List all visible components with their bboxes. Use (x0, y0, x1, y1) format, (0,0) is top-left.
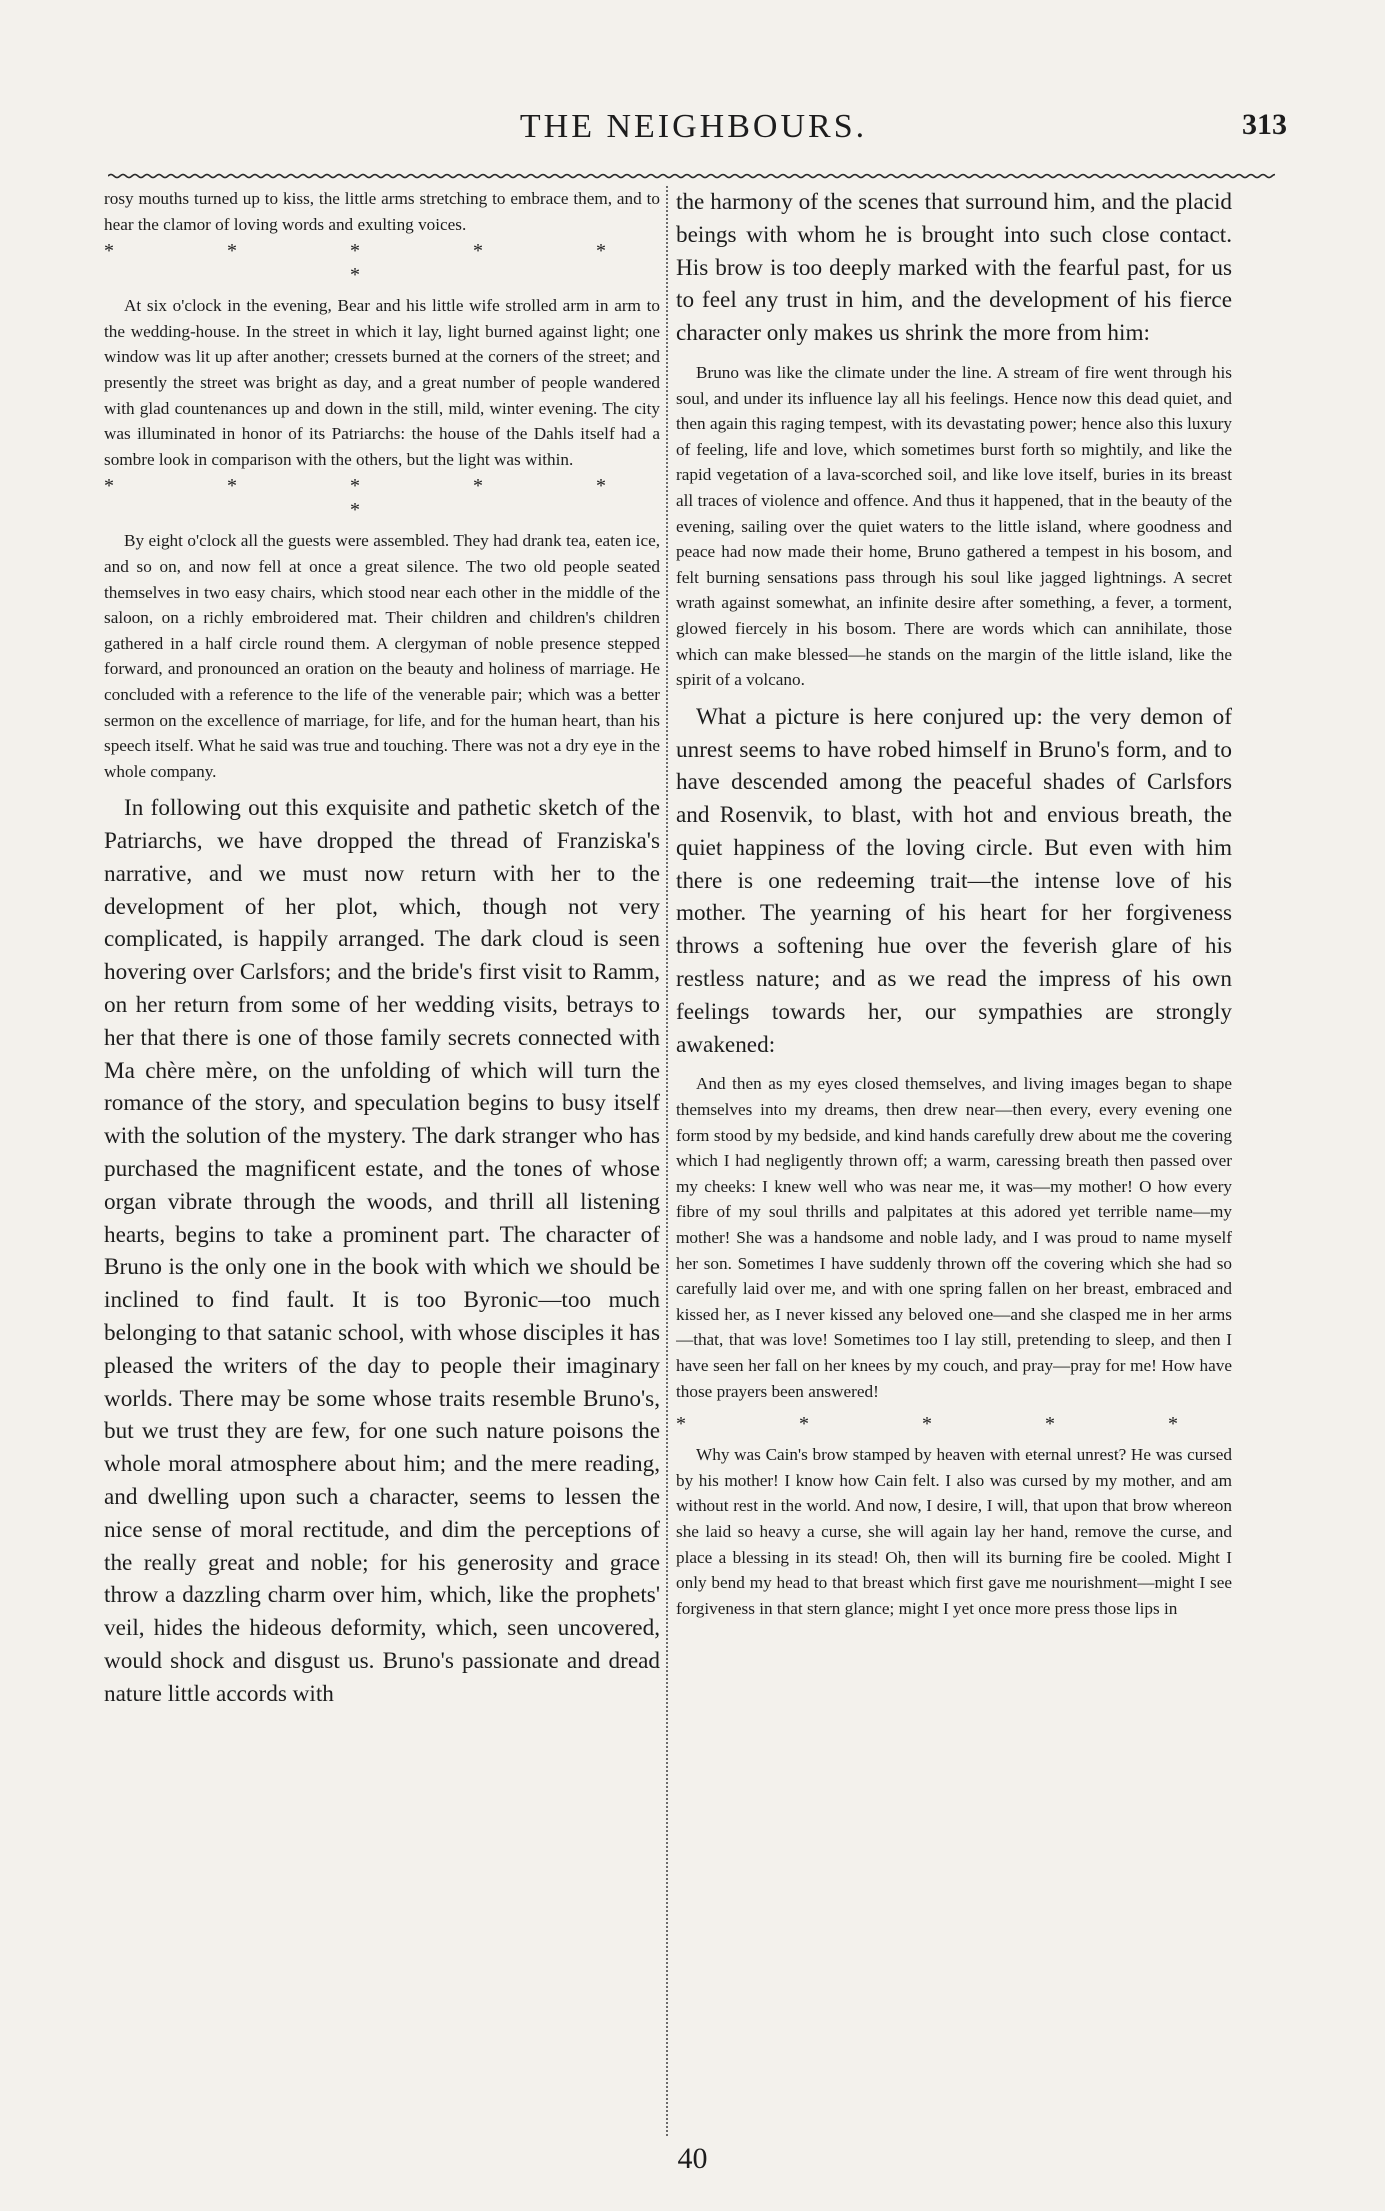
wavy-rule (108, 172, 1275, 180)
quote-text: By eight o'clock all the guests were assembled. They had drank tea, eaten ice, and so on, and now fell at once a great silence. The two old people seated themselves in two easy chairs, which stood near each other in the middle of the saloon, on a richly embroidered mat. Their children and children's children gathered in a half circle round them. A clergyman of noble presence stepped forward, and pronounced an oration on the beauty and holiness of marriage. He concluded with a reference to the life of the venerable pair; which was a better sermon on the excellence of marriage, for life, and for the human heart, than his speech itself. What he said was true and touching. There was not a dry eye in the whole company. (104, 531, 660, 781)
folio-signature: 40 (677, 2142, 708, 2175)
body-paragraph: What a picture is here conjured up: the very demon of unrest seems to have robed himself in Bruno's form, and to have descended among the peaceful shades of Carlsfors and Rosenvik, to blast, with hot and envious breath, the quiet happiness of the loving circle. But even with him there is one redeeming trait—the intense love of his mother. The yearning of his heart for her forgiveness throws a softening hue over the feverish glare of his restless nature; and as we read the impress of his own feelings towards her, our sympathies are strongly awakened: (676, 703, 1232, 1058)
running-title: THE NEIGHBOURS. (519, 108, 868, 145)
section-break: * * * * * * (104, 240, 660, 287)
quote-text: Why was Cain's brow stamped by heaven with eternal unrest? He was cursed by his mother! I know how Cain felt. I also was cursed by my mother, and am without rest in the world. And now, I desire, I will, that upon that brow whereon she laid so heavy a curse, she will again lay her hand, remove the curse, and place a blessing in its stead! Oh, then will its burning fire be cooled. Might I only bend my head to that breast which first gave me nourishment—might I see forgiveness in that stern glance; might I yet once more press those lips in (676, 1445, 1232, 1618)
body-paragraph: In following out this exquisite and pathetic sketch of the Patriarchs, we have dropped the thread of Franziska's narrative, and we must now return with her to the development of her plot, which, though not very complicated, is happily arranged. The dark cloud is seen hovering over Carlsfors; and the bride's first visit to Ramm, on her return from some of her wedding visits, betrays to her that there is one of those family secrets connected with Ma chère mère, on the unfolding of which will turn the romance of the story, and speculation begins to busy itself with the solution of the mystery. The dark stranger who has purchased the magnificent estate, and the tones of whose organ vibrate through the woods, and thrill all listening hearts, begins to take a prominent part. The character of Bruno is the only one in the book with which we should be inclined to find fault. It is too Byronic—too much belonging to that satanic school, with whose disciples it has pleased the writers of the day to people their imaginary worlds. There may be some whose traits resemble Bruno's, but we trust they are few, for one such nature poisons the whole moral atmosphere about him; and the mere reading, and dwelling upon such a character, seems to lessen the nice sense of moral rectitude, and dim the perceptions of the really great and noble; for his generosity and grace throw a dazzling charm over him, which, like the prophets' veil, hides the hideous deformity, which, seen uncovered, would shock and disgust us. Bruno's passionate and dread nature little accords with (104, 795, 660, 1707)
quote-text: At six o'clock in the evening, Bear and his little wife strolled arm in arm to the wedding-house. In the street in which it lay, light burned against light; one window was lit up after another; cressets burned at the corners of the street; and presently the street was bright as day, and a great number of people wandered with glad countenances up and down in the still, mild, winter evening. The city was illuminated in honor of its Patriarchs: the house of the Dahls itself had a sombre look in comparison with the others, but the light was within. (104, 296, 660, 469)
right-column (676, 186, 1232, 2136)
quote-text: And then as my eyes closed themselves, and living images began to shape themselves into my dreams, then drew near—then every, every evening one form stood by my bedside, and kind hands carefully drew about me the covering which I had negligently thrown off; a warm, caressing breath then passed over my cheeks: I knew well who was near me, it was—my mother! O how every fibre of my soul thrills and palpitates at this adored yet terrible name—my mother! She was a handsome and noble lady, and I was proud to name myself her son. Sometimes I have suddenly thrown off the covering which she had so carefully laid over me, and with one spring fallen on her breast, embraced and kissed her, as I never kissed any beloved one—and she clasped me in her arms—that, that was love! Sometimes too I lay still, pretending to sleep, and then I have seen her fall on her knees by my couch, and pray—pray for me! How have those prayers been answered! (676, 1074, 1232, 1401)
section-break: * * * * * * (104, 475, 660, 522)
section-break: * * * * * (676, 1413, 1232, 1436)
quote-text: Bruno was like the climate under the line. A stream of fire went through his soul, and under its influence lay all his feelings. Hence now this dead quiet, and then again this raging tempest, with its devastating power; hence also this luxury of feeling, life and love, which sometimes burst forth so mightily, and like the rapid vegetation of a lava-scorched soil, and like love itself, buries in its breast all traces of violence and offence. And thus it happened, that in the beauty of the evening, sailing over the quiet waters to the little island, where goodness and peace had now made their home, Bruno gathered a tempest in his bosom, and felt burning sensations pass through his soul like jagged lightnings. A secret wrath against somewhat, an infinite desire after something, a fever, a torment, glowed fiercely in his bosom. There are words which can annihilate, those which can make blessed—he stands on the margin of the little island, like the spirit of a volcano. (676, 362, 1232, 690)
left-column (104, 186, 660, 2136)
body-paragraph: the harmony of the scenes that surround him, and the placid beings with whom he is brought into such close contact. His brow is too deeply marked with the fearful past, for us to feel any trust in him, and the development of his fierce character only makes us shrink the more from him: (676, 189, 1232, 347)
page-number: 313 (1242, 108, 1287, 141)
running-header (100, 108, 1287, 154)
column-divider (666, 186, 668, 2136)
quote-text: rosy mouths turned up to kiss, the little arms stretching to embrace them, and to hear the clamor of loving words and exulting voices. (104, 189, 660, 234)
